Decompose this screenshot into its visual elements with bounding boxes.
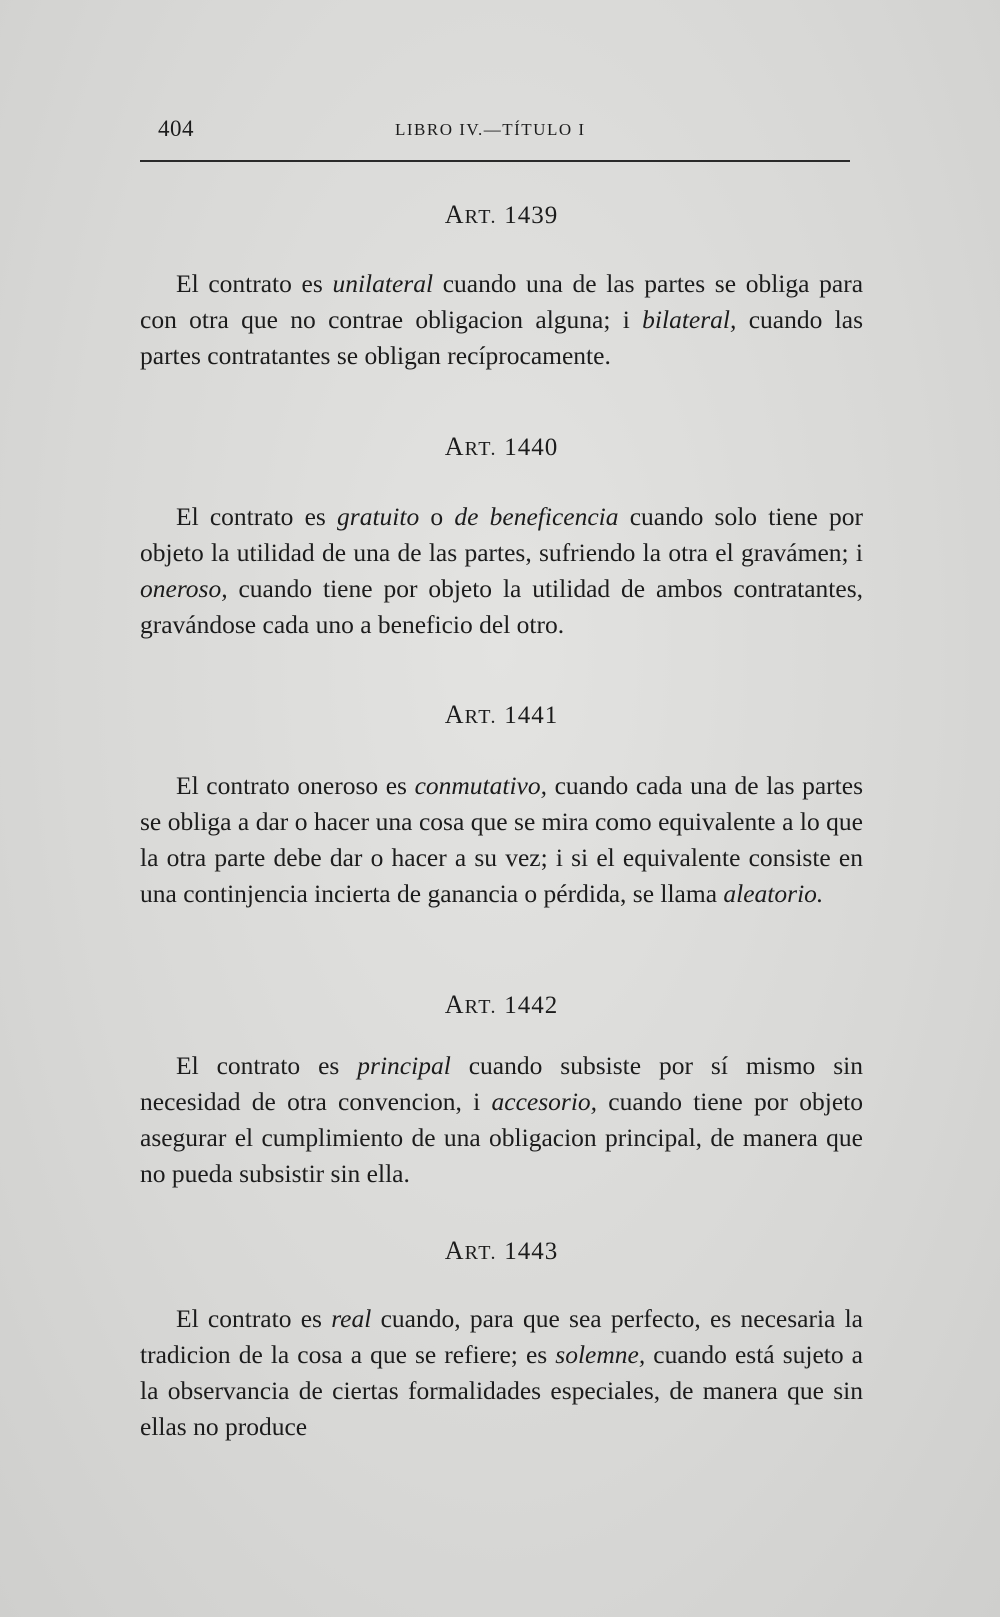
article-1443 bbox=[140, 1236, 863, 1445]
page-header bbox=[140, 116, 850, 162]
article-text bbox=[140, 768, 863, 912]
article-text bbox=[140, 1301, 863, 1445]
italic-term: solemne, bbox=[555, 1340, 646, 1369]
text-run: cuando, para que sea perfecto, es necesaria la tradicion de la cosa a que se refiere; es bbox=[140, 1304, 863, 1369]
italic-term: de beneficencia bbox=[454, 502, 619, 531]
page-number: 404 bbox=[158, 116, 194, 141]
text-run: cuando solo tiene por objeto la utilidad de una de las partes, sufriendo la otra el gravámen; i bbox=[140, 502, 864, 567]
article-heading: ART. 1441 bbox=[444, 700, 559, 729]
text-run: El contrato es bbox=[176, 1051, 358, 1080]
italic-term: conmutativo, bbox=[414, 771, 547, 800]
text-run: El contrato es bbox=[176, 502, 338, 531]
italic-term: unilateral bbox=[332, 269, 434, 298]
article-text bbox=[140, 1048, 863, 1192]
article-1439 bbox=[140, 200, 863, 374]
text-run: cuando las partes contratantes se obligan recíprocamente. bbox=[140, 305, 863, 370]
italic-term: real bbox=[331, 1304, 372, 1333]
article-heading: ART. 1440 bbox=[444, 432, 559, 461]
italic-term: oneroso, bbox=[140, 574, 228, 603]
text-run: El contrato es bbox=[176, 1304, 332, 1333]
text-run: El contrato es bbox=[176, 269, 333, 298]
italic-term: accesorio, bbox=[491, 1087, 598, 1116]
article-text bbox=[140, 499, 863, 643]
italic-term: bilateral, bbox=[642, 305, 737, 334]
article-heading: ART. 1439 bbox=[444, 200, 559, 229]
article-1440 bbox=[140, 432, 863, 643]
text-run: cuando una de las partes se obliga para con otra que no contrae obligacion alguna; i bbox=[140, 269, 864, 334]
article-text bbox=[140, 266, 863, 374]
text-run: cuando cada una de las partes se obliga a dar o hacer una cosa que se mira como equivalente a lo que la otra parte debe dar o hacer a su vez; i si el equivalente consiste en una continjencia incierta de ganancia o pérdida, se llama bbox=[140, 771, 863, 908]
italic-term: gratuito bbox=[337, 502, 420, 531]
running-head: LIBRO IV.—TÍTULO I bbox=[395, 120, 586, 139]
article-1441 bbox=[140, 700, 863, 912]
text-run: El contrato oneroso es bbox=[176, 771, 415, 800]
italic-term: aleatorio. bbox=[723, 879, 824, 908]
text-run: cuando subsiste por sí mismo sin necesidad de otra convencion, i bbox=[140, 1051, 863, 1116]
italic-term: principal bbox=[357, 1051, 451, 1080]
text-run: o bbox=[419, 502, 455, 531]
text-run: cuando tiene por objeto asegurar el cumplimiento de una obligacion principal, de manera que no pueda subsistir sin ella. bbox=[140, 1087, 863, 1188]
article-heading: ART. 1442 bbox=[444, 990, 559, 1019]
article-heading: ART. 1443 bbox=[444, 1236, 559, 1265]
text-run: cuando tiene por objeto la utilidad de ambos contratantes, gravándose cada uno a beneficio del otro. bbox=[140, 574, 863, 639]
text-run: cuando está sujeto a la observancia de ciertas formalidades especiales, de manera que sin ellas no produce bbox=[140, 1340, 863, 1441]
article-1442 bbox=[140, 990, 863, 1192]
